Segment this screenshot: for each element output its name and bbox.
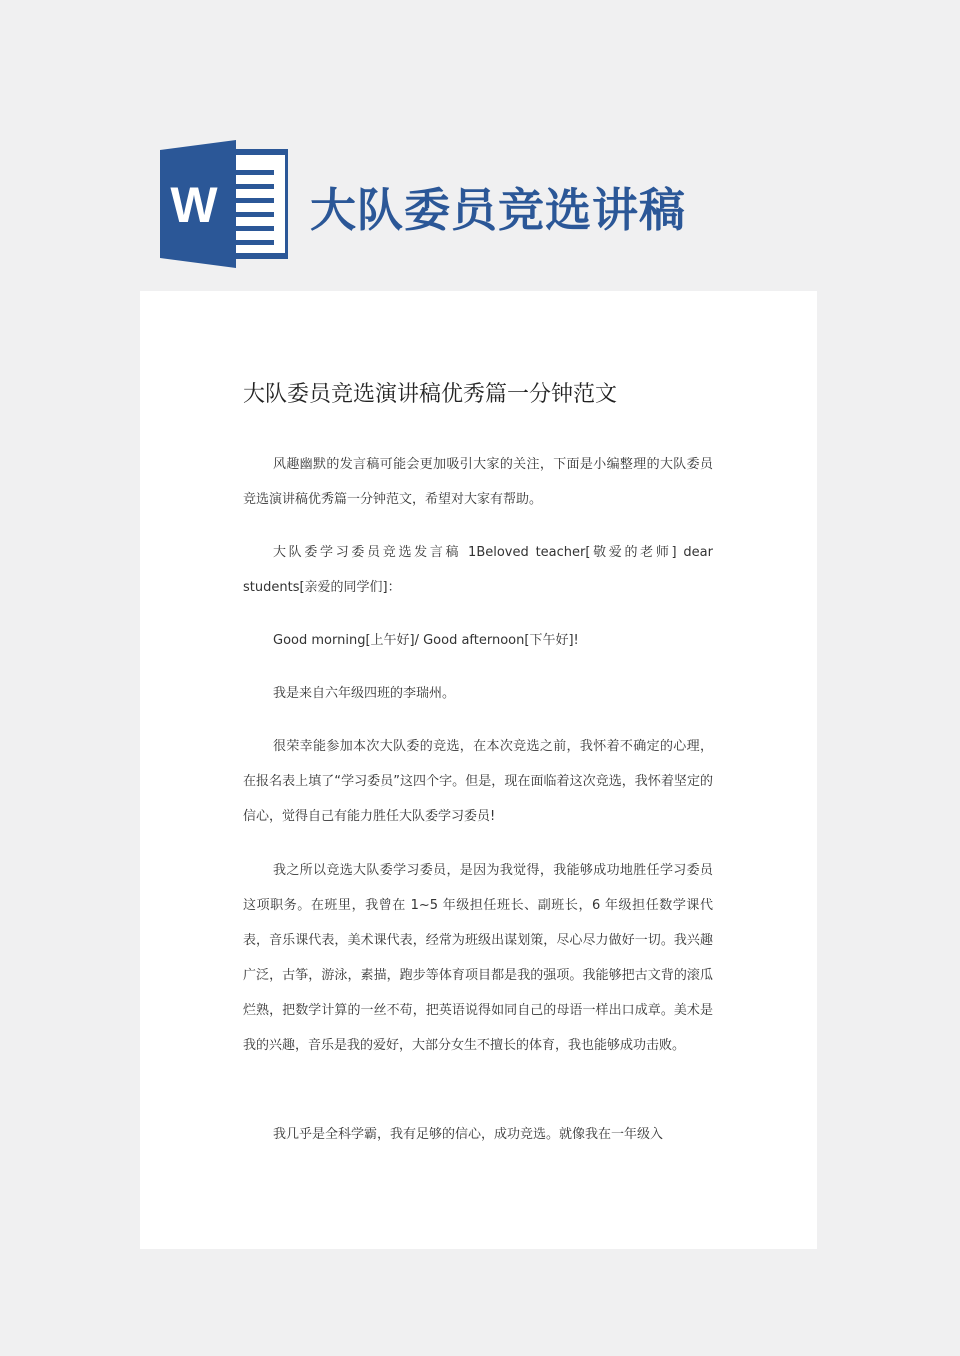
banner-title: 大队委员竞选讲稿: [310, 183, 686, 237]
document-title: 大队委员竞选演讲稿优秀篇一分钟范文: [243, 382, 618, 407]
word-document-icon: [160, 140, 288, 268]
banner: [160, 140, 720, 270]
paragraph-honored: 很荣幸能参加本次大队委的竞选，在本次竞选之前，我怀着不确定的心理，在报名表上填了“学习委员”这四个字。但是，现在面临着这次竞选，我怀着坚定的信心，觉得自己有能力胜任大队委学习委员!: [243, 739, 713, 824]
paragraph-greeting: Good morning[上午好]/ Good afternoon[下午好]!: [273, 633, 579, 648]
paragraph-greeting-header: 大队委学习委员竞选发言稿 1Beloved teacher[敬爱的老师] dear students[亲爱的同学们]：: [243, 545, 713, 595]
document-page: [140, 291, 817, 1249]
paragraph-intro: 风趣幽默的发言稿可能会更加吸引大家的关注，下面是小编整理的大队委员竞选演讲稿优秀篇一分钟范文，希望对大家有帮助。: [243, 457, 713, 507]
paragraph-reason: 我之所以竞选大队委学习委员，是因为我觉得，我能够成功地胜任学习委员这项职务。在班里，我曾在 1~5 年级担任班长、副班长，6 年级担任数学课代表，音乐课代表，美术课代表，经常为班级出谋划策，尽心尽力做好一切。我兴趣广泛，古筝，游泳，素描，跑步等体育项目都是我的强项。我能够把古文背的滚瓜烂熟，把数学计算的一丝不苟，把英语说得如同自己的母语一样出口成章。美术是我的兴趣，音乐是我的爱好，大部分女生不擅长的体育，我也能够成功击败。: [243, 863, 713, 1053]
paragraph-confidence: 我几乎是全科学霸，我有足够的信心，成功竞选。就像我在一年级入: [273, 1127, 664, 1142]
word-icon-letter: W: [170, 177, 218, 233]
paragraph-self-intro: 我是来自六年级四班的李瑞州。: [273, 686, 456, 701]
